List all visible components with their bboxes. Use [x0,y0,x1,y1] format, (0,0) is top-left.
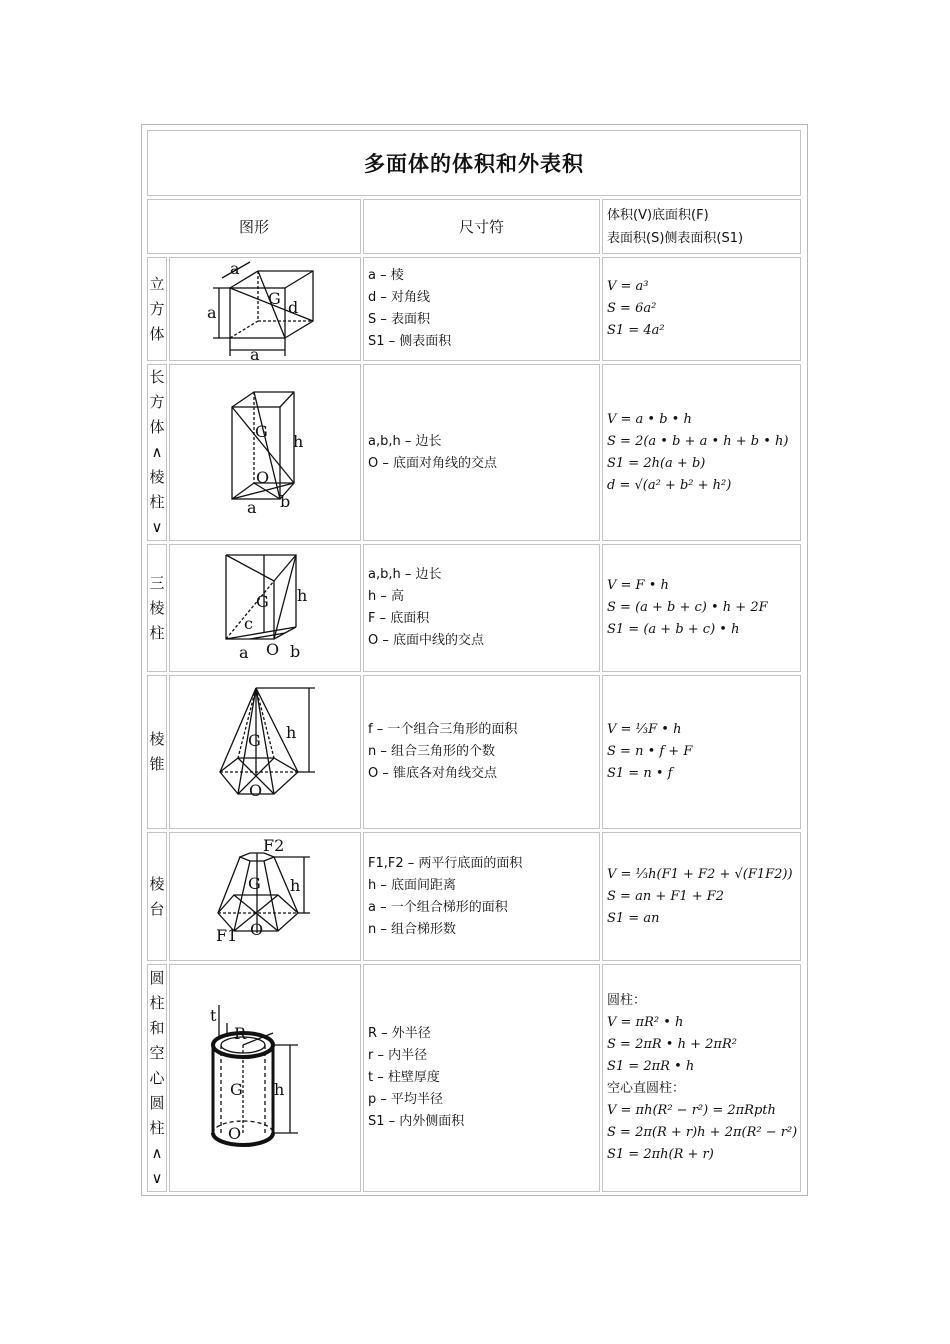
name-char: 锥 [149,755,165,773]
symbol-line: n – 组合三角形的个数 [368,744,496,759]
fig-label: b [280,492,291,511]
formula-line: S1 = 2πh(R + r) [607,1147,714,1162]
formula-heading: 空心直圆柱： [607,1081,686,1096]
fig-label: d [288,298,299,317]
symbol-line: n – 组合梯形数 [368,921,457,937]
name-char: 柱 [149,993,165,1012]
header-figure: 图形 [147,199,361,254]
symbol-line: a – 一个组合梯形的面积 [368,899,508,915]
fig-label: O [228,1124,242,1143]
name-char: 台 [149,899,165,918]
name-char: 圆 [149,1093,165,1112]
name-char: ∧ [151,1143,163,1162]
symbols-cube [363,257,600,361]
cylinder-drawing [170,965,362,1193]
fig-label: a [230,259,240,278]
symbol-line: p – 平均半径 [368,1092,444,1107]
fig-label: O [249,781,263,800]
formula-line: S = 2(a • b + a • h + b • h) [607,433,789,449]
formulas-pyramid [602,675,801,829]
pyramid-drawing [170,676,362,830]
formula-line: V = ⅓h(F1 + F2 + √(F1F2)) [607,866,793,882]
name-char: ∨ [151,518,163,536]
fig-label: h [297,586,308,605]
symbol-line: h – 底面间距离 [368,877,457,893]
formula-line: d = √(a² + b² + h²) [607,477,732,493]
formula-line: S1 = 4a² [607,323,665,338]
fig-label: G [268,289,281,308]
shape-name-frustum [147,832,167,961]
header-formulas [602,199,801,254]
symbol-line: S1 – 侧表面积 [368,334,452,349]
symbols-pyramid [363,675,600,829]
name-char: 柱 [149,493,165,511]
formula-line: S = n • f + F [607,744,693,759]
symbol-line: O – 底面对角线的交点 [368,455,497,471]
symbol-line: r – 内半径 [368,1048,428,1063]
name-char: ∨ [151,1168,163,1187]
symbol-line: a,b,h – 边长 [368,567,442,582]
symbol-line: t – 柱壁厚度 [368,1070,440,1085]
symbol-line: S1 – 内外侧面积 [368,1114,465,1129]
name-char: 柱 [149,623,165,642]
fig-label: a [247,498,257,517]
name-char: 方 [149,393,165,411]
fig-label: O [266,640,280,659]
fig-label: F2 [263,836,285,855]
formula-line: S1 = an [607,910,660,926]
symbol-line: F1,F2 – 两平行底面的面积 [368,855,523,871]
fig-label: G [255,422,268,441]
fig-label: h [293,432,304,451]
name-char: 棱 [149,598,165,617]
symbols-cylinder [363,964,600,1192]
formula-line: S = an + F1 + F2 [607,888,725,904]
symbols-frustum [363,832,600,961]
fig-label: O [256,468,270,487]
name-char: 体 [149,324,165,343]
fig-label: b [290,642,301,661]
symbol-line: O – 底面中线的交点 [368,633,484,648]
fig-label: h [286,723,297,742]
symbol-line: a,b,h – 边长 [368,433,442,449]
header-formulas-line1: 体积(V)底面积(F) [607,208,709,223]
name-char: 心 [149,1068,165,1087]
fig-label: c [244,614,253,633]
name-char: 和 [149,1018,165,1037]
cuboid-drawing [170,365,362,542]
formula-line: S = 6a² [607,301,657,316]
symbol-line: S – 表面积 [368,312,431,327]
symbol-line: F – 底面积 [368,611,430,626]
symbols-cuboid [363,364,600,541]
fig-label: G [248,731,261,750]
fig-label: h [290,876,301,895]
formula-line: V = F • h [607,578,669,593]
fig-label: t [210,1006,217,1025]
formula-line: S1 = 2πR • h [607,1059,695,1074]
cube-drawing [170,258,362,362]
formula-line: S1 = 2h(a + b) [607,455,706,471]
figure-triangular-prism [169,544,361,672]
formula-line: S = 2πR • h + 2πR² [607,1037,737,1052]
formula-line: S = 2π(R + r)h + 2π(R² − r²) [607,1125,798,1140]
name-char: 棱 [149,468,165,486]
fig-label: G [248,874,261,893]
figure-pyramid [169,675,361,829]
name-char: 圆 [149,968,165,987]
name-char: 棱 [149,874,165,893]
name-char: 空 [149,1043,165,1062]
shape-name-pyramid [147,675,167,829]
fig-label: F1 [216,926,238,945]
header-formulas-line2: 表面积(S)侧表面积(S1) [607,231,744,246]
name-char: 方 [149,299,165,318]
symbol-line: d – 对角线 [368,290,431,305]
fig-label: h [274,1080,285,1099]
name-char: 体 [149,418,165,436]
formulas-cube [602,257,801,361]
prism-drawing [170,545,362,673]
formula-line: V = a³ [607,279,649,294]
figure-cuboid [169,364,361,541]
shape-name-cuboid [147,364,167,541]
fig-label: a [239,643,249,662]
name-char: 棱 [149,730,165,748]
symbol-line: f – 一个组合三角形的面积 [368,722,518,737]
formula-line: V = a • b • h [607,411,692,427]
formulas-triangular-prism [602,544,801,672]
formulas-cylinder [602,964,801,1192]
name-char: ∧ [151,443,163,461]
fig-label: G [230,1080,243,1099]
formula-line: V = πh(R² − r²) = 2πRpth [607,1103,776,1118]
formula-line: V = πR² • h [607,1015,684,1030]
symbols-triangular-prism [363,544,600,672]
formulas-frustum [602,832,801,961]
formula-line: S1 = (a + b + c) • h [607,622,740,637]
formula-line: S1 = n • f [607,766,673,781]
symbol-line: a – 棱 [368,268,404,283]
symbol-line: R – 外半径 [368,1026,431,1041]
figure-cube [169,257,361,361]
figure-cylinder [169,964,361,1192]
shape-name-cylinder [147,964,167,1192]
table-title: 多面体的体积和外表积 [147,130,801,196]
name-char: 柱 [149,1118,165,1137]
fig-label: G [256,592,269,611]
fig-label: a [207,303,217,322]
formula-line: V = ⅓F • h [607,722,682,737]
name-char: 立 [149,274,165,293]
fig-label: a [250,345,260,362]
frustum-drawing [170,833,362,962]
fig-label: O [250,920,264,939]
formula-line: S = (a + b + c) • h + 2F [607,600,768,615]
formulas-cuboid [602,364,801,541]
name-char: 长 [149,368,165,386]
fig-label: R [234,1024,247,1043]
symbol-line: h – 高 [368,589,405,604]
figure-frustum [169,832,361,961]
header-symbols: 尺寸符 [363,199,600,254]
symbol-line: O – 锥底各对角线交点 [368,766,497,781]
name-char: 三 [149,573,165,592]
shape-name-triangular-prism [147,544,167,672]
shape-name-cube [147,257,167,361]
formula-heading: 圆柱： [607,993,647,1008]
